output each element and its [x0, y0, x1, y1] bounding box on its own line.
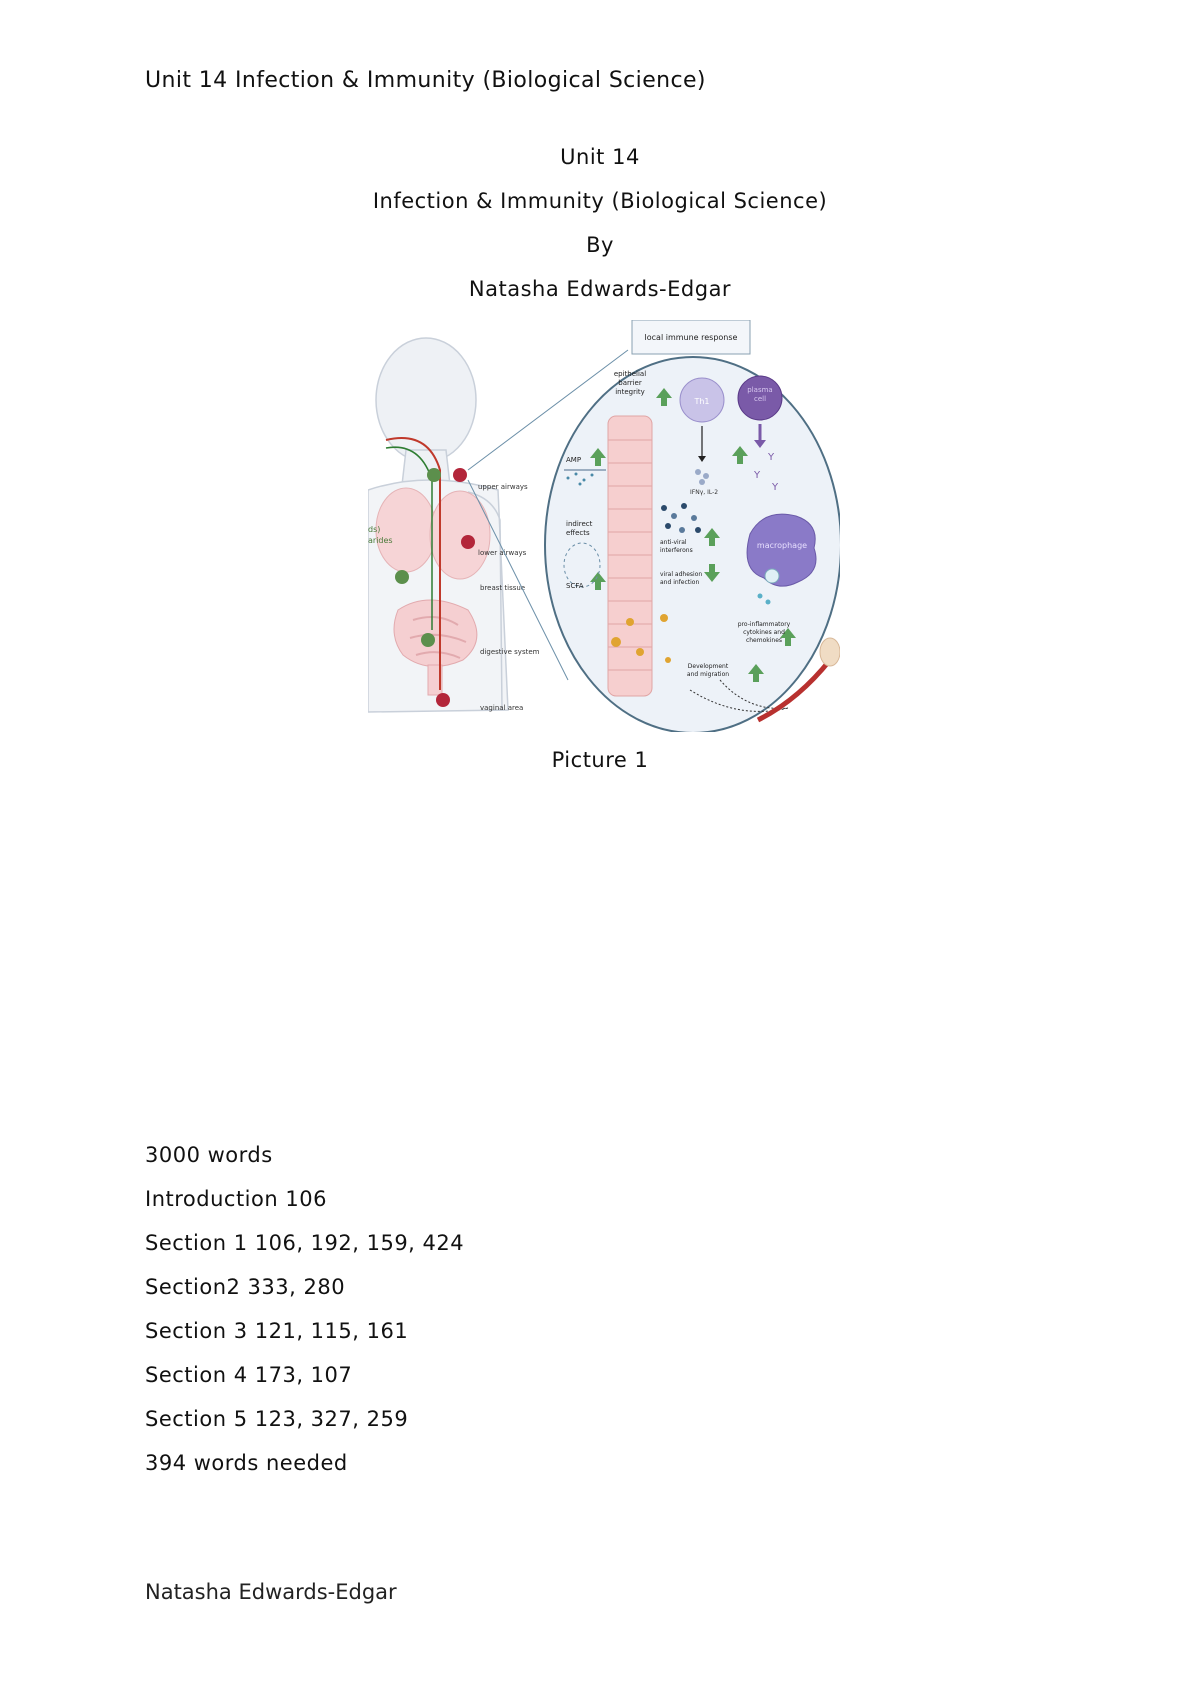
page-header: Unit 14 Infection & Immunity (Biological Science) — [145, 68, 706, 93]
label-scfa: SCFA — [566, 582, 584, 590]
figure-caption: Picture 1 — [551, 748, 649, 772]
label-vaginal-area: vaginal area — [480, 704, 524, 712]
label-lower-airways: lower airways — [478, 549, 527, 557]
label-amp: AMP — [566, 456, 582, 464]
label-antiviral-1: anti-viral — [660, 539, 687, 546]
label-breast-tissue: breast tissue — [480, 584, 526, 592]
label-digestive-system: digestive system — [480, 648, 540, 656]
word-count-line: Section 3 121, 115, 161 — [145, 1319, 409, 1343]
word-count-total: 3000 words — [145, 1143, 273, 1167]
label-proinflammatory-2: cytokines and — [743, 629, 785, 636]
label-viral-2: and infection — [660, 579, 700, 586]
label-development-1: Development — [687, 663, 729, 670]
label-th1: Th1 — [694, 397, 710, 406]
antibody-icon: Y — [754, 470, 761, 481]
bacterium — [626, 618, 634, 626]
page-footer: Natasha Edwards-Edgar — [145, 1580, 397, 1604]
bacterium — [660, 614, 668, 622]
label-epithelial-1: epithelial — [613, 370, 647, 378]
green-dot-upper — [427, 468, 441, 482]
title-subtitle: Infection & Immunity (Biological Science) — [372, 189, 828, 213]
bacterium — [611, 637, 621, 647]
antibody-icon: Y — [768, 452, 775, 463]
label-indirect-1: indirect — [566, 520, 593, 528]
side-label-2: arides — [368, 536, 393, 545]
label-antiviral-2: interferons — [660, 547, 693, 554]
label-proinflammatory-1: pro-inflammatory — [737, 621, 791, 628]
antibody-icon: Y — [772, 482, 779, 493]
green-dot-digestive — [421, 633, 435, 647]
word-count-line: 394 words needed — [145, 1451, 348, 1475]
green-dot-breast — [395, 570, 409, 584]
red-dot-vaginal — [436, 693, 450, 707]
word-count-line: Section2 333, 280 — [145, 1275, 346, 1299]
epithelial-column — [608, 416, 652, 696]
red-dot-upper — [453, 468, 467, 482]
label-indirect-2: effects — [566, 529, 590, 537]
word-count-line: Introduction 106 — [145, 1187, 327, 1211]
label-proinflammatory-3: chemokines — [745, 637, 783, 644]
side-label-1: ds) — [368, 525, 381, 534]
label-local-response: local immune response — [644, 333, 738, 342]
label-viral-1: viral adhesion — [660, 571, 703, 578]
immune-response-figure — [368, 320, 840, 732]
label-upper-airways: upper airways — [478, 483, 528, 491]
bacterium — [665, 657, 671, 663]
word-count-line: Section 1 106, 192, 159, 424 — [145, 1231, 465, 1255]
label-epithelial-2: barrier — [618, 379, 642, 387]
label-ifn: IFNγ, IL-2 — [690, 489, 719, 496]
title-by: By — [586, 233, 614, 257]
bacterium — [636, 648, 644, 656]
label-macrophage: macrophage — [756, 541, 808, 550]
word-count-line: Section 4 173, 107 — [145, 1363, 353, 1387]
label-plasma-1: plasma — [747, 386, 773, 394]
title-author: Natasha Edwards-Edgar — [468, 277, 732, 301]
label-development-2: and migration — [686, 671, 730, 678]
word-count-line: Section 5 123, 327, 259 — [145, 1407, 409, 1431]
macrophage-cell — [747, 514, 816, 586]
label-epithelial-3: integrity — [615, 388, 645, 396]
red-dot-lower — [461, 535, 475, 549]
label-plasma-2: cell — [753, 395, 767, 403]
title-unit: Unit 14 — [560, 145, 640, 169]
bone-icon — [820, 638, 840, 666]
